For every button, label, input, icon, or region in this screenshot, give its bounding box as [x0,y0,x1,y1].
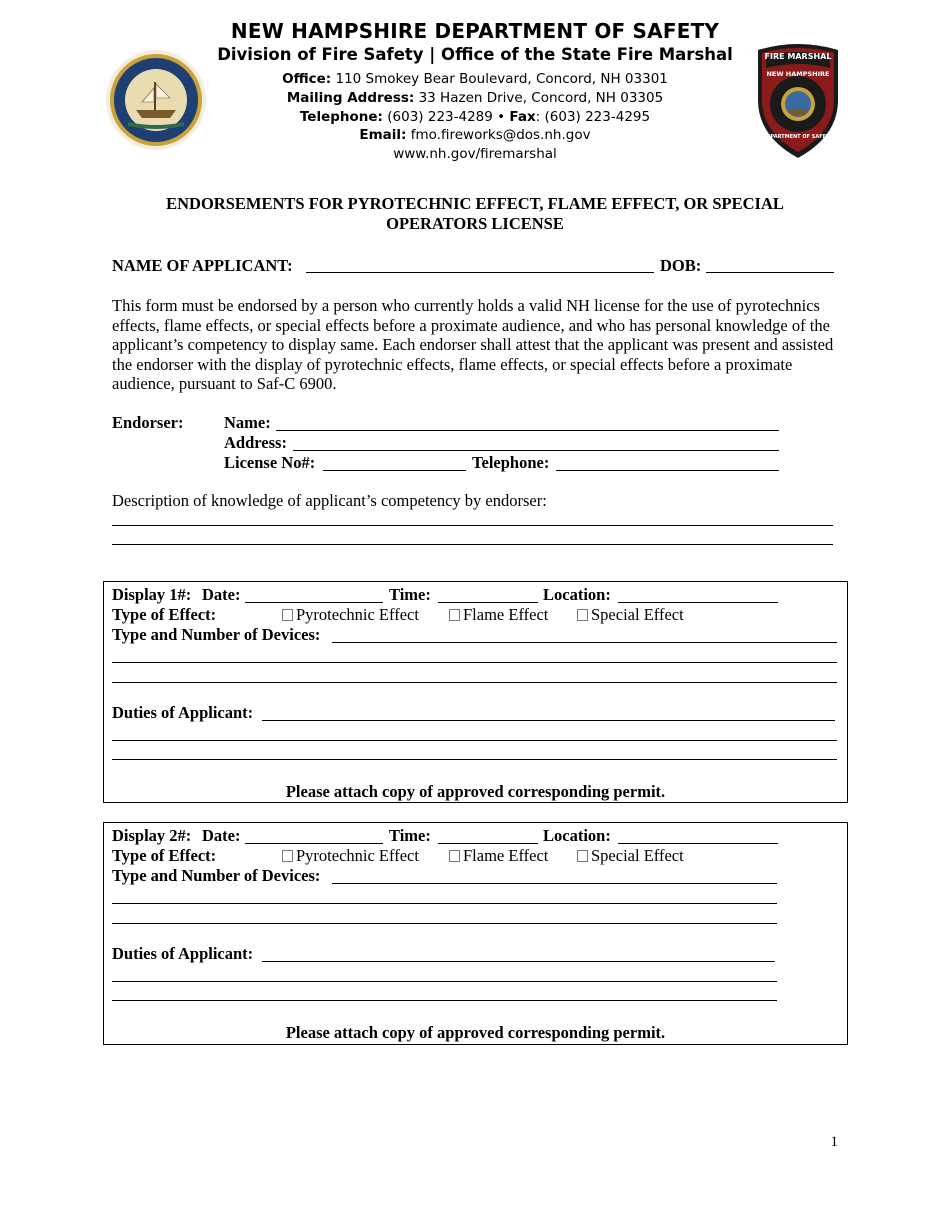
fire-marshal-badge-logo [752,40,844,160]
option-label: Pyrotechnic Effect [296,605,419,624]
display-1-special-option[interactable] [577,605,684,625]
display-1-section [103,581,848,803]
option-label: Flame Effect [463,846,549,865]
display-2-devices-line-3[interactable] [112,923,777,924]
badge-top-text: FIRE MARSHAL [764,52,832,61]
option-label: Special Effect [591,846,684,865]
display-2-time-label: Time: [389,826,431,845]
endorser-license-label: License No#: [224,453,316,472]
display-2-date-field[interactable] [245,843,383,844]
display-2-date-label: Date: [202,826,241,845]
display-2-permit-note: Please attach copy of approved corresponding permit. [285,1023,666,1042]
display-1-location-label: Location: [543,585,611,604]
badge-mid-text: NEW HAMPSHIRE [766,70,830,78]
display-2-devices-label: Type and Number of Devices: [112,866,321,885]
endorser-name-field[interactable] [276,430,779,431]
checkbox-icon[interactable] [449,850,460,862]
display-2-duties-field[interactable] [262,961,775,962]
display-1-devices-line-2[interactable] [112,662,837,663]
display-2-section [103,822,848,1045]
display-1-date-field[interactable] [245,602,383,603]
endorser-address-label: Address: [224,433,287,452]
checkbox-icon[interactable] [577,850,588,862]
endorser-license-field[interactable] [323,470,466,471]
display-2-time-field[interactable] [438,843,538,844]
office-label: Office: [282,71,332,87]
display-1-pyrotechnic-option[interactable] [282,605,419,625]
display-2-heading: Display 2#: [112,826,192,845]
display-2-pyrotechnic-option[interactable] [282,846,419,866]
office-value: 110 Smokey Bear Boulevard, Concord, NH 03301 [331,71,668,87]
page-number: 1 [830,1134,838,1150]
display-1-devices-line-3[interactable] [112,682,837,683]
mailing-value: 33 Hazen Drive, Concord, NH 03305 [414,90,664,106]
option-label: Special Effect [591,605,684,624]
fax-value: : (603) 223-4295 [535,109,651,125]
display-2-effect-label: Type of Effect: [112,846,217,865]
endorser-address-field[interactable] [293,450,779,451]
website-link[interactable]: www.nh.gov/firemarshal [393,146,557,162]
checkbox-icon[interactable] [282,609,293,621]
display-2-duties-line-3[interactable] [112,1000,777,1001]
display-2-special-option[interactable] [577,846,684,866]
display-1-effect-label: Type of Effect: [112,605,217,624]
checkbox-icon[interactable] [282,850,293,862]
telephone-label: Telephone: [299,109,383,125]
endorser-name-label: Name: [224,413,271,432]
fax-label: Fax [509,109,536,125]
mailing-label: Mailing Address: [286,90,415,106]
email-value[interactable]: fmo.fireworks@dos.nh.gov [406,127,591,143]
endorser-telephone-field[interactable] [556,470,779,471]
display-1-duties-label: Duties of Applicant: [112,703,254,722]
instructions-paragraph: This form must be endorsed by a person who currently holds a valid NH license for the use of pyrotechnics effects, flame effects, or special effects before a proximate audience, and who has personal knowledge of the applicant’s competency to display same. Each endorser shall attest that the applicant was present and assisted the endorser with the display of pyrotechnic effects, flame effects, or special effects before a proximate audience, pursuant to Saf-C 6900. [112,296,834,394]
applicant-name-label: NAME OF APPLICANT: [112,256,293,275]
dob-field[interactable] [706,272,834,273]
display-1-devices-label: Type and Number of Devices: [112,625,321,644]
display-2-location-field[interactable] [618,843,778,844]
display-2-flame-option[interactable] [449,846,548,866]
display-1-flame-option[interactable] [449,605,548,625]
display-2-devices-field[interactable] [332,883,777,884]
form-title-line1: ENDORSEMENTS FOR PYROTECHNIC EFFECT, FLAME EFFECT, OR SPECIAL [166,194,784,213]
checkbox-icon[interactable] [449,609,460,621]
display-2-location-label: Location: [543,826,611,845]
division-name: Division of Fire Safety | Office of the State Fire Marshal [217,45,733,64]
agency-name: NEW HAMPSHIRE DEPARTMENT OF SAFETY [230,19,720,43]
display-1-location-field[interactable] [618,602,778,603]
option-label: Flame Effect [463,605,549,624]
badge-bottom-text: DEPARTMENT OF SAFETY [762,134,834,140]
dob-label: DOB: [660,256,702,275]
display-1-duties-line-2[interactable] [112,740,837,741]
endorser-label: Endorser: [112,413,184,432]
option-label: Pyrotechnic Effect [296,846,419,865]
form-title-line2: OPERATORS LICENSE [386,214,564,233]
checkbox-icon[interactable] [577,609,588,621]
display-2-duties-label: Duties of Applicant: [112,944,254,963]
display-2-duties-line-2[interactable] [112,981,777,982]
display-2-devices-line-2[interactable] [112,903,777,904]
description-line-1[interactable] [112,525,833,526]
display-1-time-field[interactable] [438,602,538,603]
display-1-heading: Display 1#: [112,585,192,604]
telephone-value: (603) 223-4289 • [382,109,510,125]
display-1-date-label: Date: [202,585,241,604]
description-label: Description of knowledge of applicant’s competency by endorser: [112,491,547,510]
applicant-name-field[interactable] [306,272,654,273]
form-title [130,194,820,234]
description-line-2[interactable] [112,544,833,545]
endorser-telephone-label: Telephone: [472,453,550,472]
email-label: Email: [359,127,407,143]
display-1-duties-line-3[interactable] [112,759,837,760]
display-1-permit-note: Please attach copy of approved corresponding permit. [285,782,666,801]
display-1-duties-field[interactable] [262,720,835,721]
display-1-devices-field[interactable] [332,642,837,643]
display-1-time-label: Time: [389,585,431,604]
